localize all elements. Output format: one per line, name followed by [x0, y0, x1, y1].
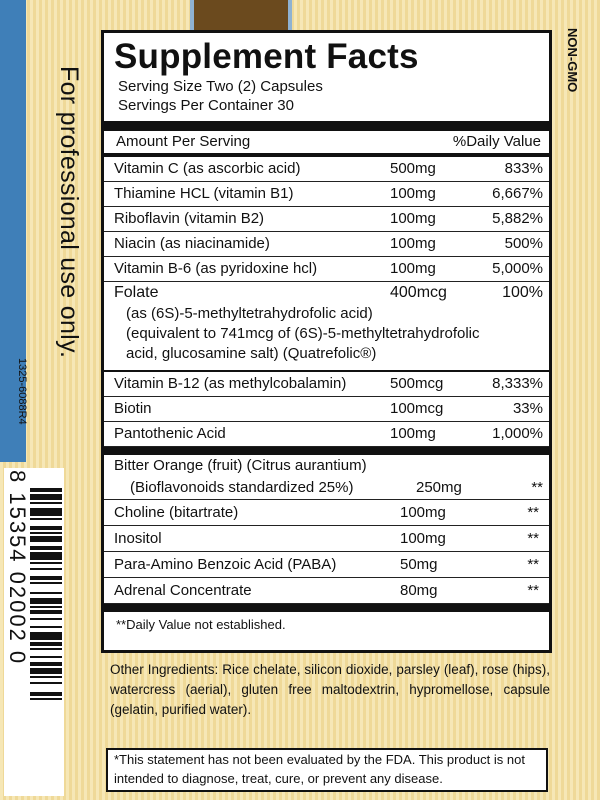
nutrient-dv: **	[527, 556, 539, 573]
barcode-bar	[30, 656, 62, 658]
barcode-bar	[30, 546, 62, 550]
bitter-orange-name: Bitter Orange (fruit) (Citrus aurantium)	[114, 457, 367, 474]
nutrient-dv: 5,000%	[492, 260, 543, 277]
bitter-orange-dv: **	[531, 479, 543, 496]
divider	[104, 121, 549, 131]
barcode-bar	[30, 508, 62, 516]
top-brown-tab	[190, 0, 292, 30]
divider	[104, 604, 549, 612]
nutrient-name: Vitamin B-6 (as pyridoxine hcl)	[114, 260, 318, 277]
barcode-bar	[30, 532, 62, 534]
dv-footnote: **Daily Value not established.	[116, 617, 286, 632]
barcode-bar	[30, 502, 62, 504]
non-gmo-label: NON-GMO	[565, 28, 580, 93]
nutrient-amount: 50mg	[400, 556, 438, 573]
barcode-bar	[30, 488, 62, 492]
barcode-bar	[30, 568, 62, 570]
nutrient-amount: 100mcg	[390, 400, 444, 417]
divider	[104, 447, 549, 455]
barcode-bar	[30, 526, 62, 530]
nutrient-name: Vitamin C (as ascorbic acid)	[114, 160, 301, 177]
barcode-bar	[30, 592, 62, 594]
table-header	[104, 131, 549, 157]
barcode-bar	[30, 698, 62, 700]
nutrient-amount: 80mg	[400, 582, 438, 599]
barcode-bar	[30, 598, 62, 604]
barcode-bar	[30, 606, 62, 608]
nutrient-row	[104, 526, 549, 552]
professional-use-text: For professional use only.	[55, 66, 83, 359]
barcode-bar	[30, 576, 62, 580]
nutrient-dv: 6,667%	[492, 185, 543, 202]
folate-detail-1: (as (6S)-5-methyltetrahydrofolic acid)	[126, 305, 373, 322]
nutrient-name: Niacin (as niacinamide)	[114, 235, 270, 252]
nutrient-name: Biotin	[114, 400, 152, 417]
nutrient-amount: 500mcg	[390, 375, 444, 392]
barcode-bar	[30, 632, 62, 640]
nutrient-row	[104, 207, 549, 232]
bitter-orange-amount: 250mg	[416, 479, 462, 496]
barcode-bar	[30, 648, 62, 650]
panel-title: Supplement Facts	[114, 37, 419, 76]
supplement-facts-panel	[101, 30, 552, 653]
barcode-number: 8 15354 02002 0	[5, 470, 30, 666]
nutrient-name: Inositol	[114, 530, 162, 547]
nutrient-row	[104, 422, 549, 447]
nutrient-row	[104, 257, 549, 282]
nutrient-amount: 100mg	[390, 235, 436, 252]
barcode-bar	[30, 662, 62, 666]
other-ingredients: Other Ingredients: Rice chelate, silicon dioxide, parsley (leaf), rose (hips), watercress (aerial), gluten free maltodextrin, hypromellose, capsule (gelatin, purified water).	[110, 662, 550, 717]
barcode-bar	[30, 618, 62, 620]
folate-row	[104, 282, 549, 372]
servings-per-container: Servings Per Container 30	[118, 97, 294, 114]
nutrient-name: Adrenal Concentrate	[114, 582, 252, 599]
nutrient-row	[104, 552, 549, 578]
nutrient-dv: 833%	[504, 160, 543, 177]
nutrient-amount: 100mg	[390, 185, 436, 202]
serving-size: Serving Size Two (2) Capsules	[118, 78, 323, 95]
nutrient-dv: 1,000%	[492, 425, 543, 442]
nutrient-row	[104, 232, 549, 257]
barcode-bars	[30, 488, 62, 788]
folate-detail-3: acid, glucosamine salt) (Quatrefolic®)	[126, 345, 377, 362]
nutrient-name: Pantothenic Acid	[114, 425, 226, 442]
folate-dv: 100%	[502, 284, 543, 301]
nutrient-amount: 100mg	[390, 260, 436, 277]
barcode-bar	[30, 518, 62, 520]
nutrient-name: Riboflavin (vitamin B2)	[114, 210, 265, 227]
barcode-bar	[30, 676, 62, 678]
nutrient-name: Choline (bitartrate)	[114, 504, 239, 521]
nutrient-amount: 100mg	[400, 504, 446, 521]
nutrient-row	[104, 372, 549, 397]
barcode-bar	[30, 626, 62, 628]
nutrient-amount: 500mg	[390, 160, 436, 177]
barcode-bar	[30, 642, 62, 646]
product-code: 1325-6088R4	[16, 358, 28, 425]
barcode-bar	[30, 536, 62, 542]
barcode-bar	[30, 682, 62, 684]
nutrient-dv: 500%	[504, 235, 543, 252]
nutrient-name: Vitamin B-12 (as methylcobalamin)	[114, 375, 347, 392]
folate-detail-2: (equivalent to 741mcg of (6S)-5-methyltetrahydrofolic	[126, 325, 480, 342]
bitter-orange-detail: (Bioflavonoids standardized 25%)	[130, 479, 354, 496]
bitter-orange-row	[104, 455, 549, 500]
nutrient-amount: 100mg	[390, 210, 436, 227]
nutrient-dv: **	[527, 504, 539, 521]
barcode-bar	[30, 668, 62, 674]
nutrient-row	[104, 182, 549, 207]
nutrient-row	[104, 578, 549, 604]
amount-header: Amount Per Serving	[116, 133, 251, 150]
nutrient-name: Para-Amino Benzoic Acid (PABA)	[114, 556, 337, 573]
nutrient-dv: 33%	[512, 400, 543, 417]
barcode-bar	[30, 582, 62, 584]
nutrient-dv: **	[527, 530, 539, 547]
dv-header: %Daily Value	[452, 133, 541, 150]
folate-name: Folate	[114, 284, 159, 301]
folate-amount: 400mcg	[390, 284, 447, 301]
nutrient-amount: 100mg	[390, 425, 436, 442]
barcode-bar	[30, 610, 62, 614]
barcode-bar	[30, 552, 62, 560]
barcode-bar	[30, 562, 62, 564]
nutrient-name: Thiamine HCL (vitamin B1)	[114, 185, 294, 202]
nutrient-row	[104, 500, 549, 526]
fda-disclaimer: *This statement has not been evaluated by the FDA. This product is not intended to diagnose, treat, cure, or prevent any disease.	[106, 748, 548, 792]
nutrient-row	[104, 397, 549, 422]
nutrient-row	[104, 157, 549, 182]
nutrient-dv: **	[527, 582, 539, 599]
barcode-bar	[30, 692, 62, 696]
nutrient-amount: 100mg	[400, 530, 446, 547]
nutrient-dv: 5,882%	[492, 210, 543, 227]
nutrient-dv: 8,333%	[492, 375, 543, 392]
barcode-bar	[30, 494, 62, 500]
